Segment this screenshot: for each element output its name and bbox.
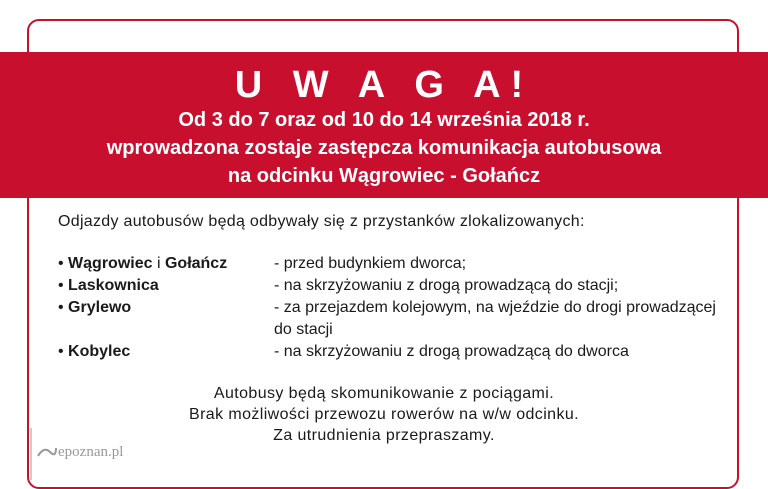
banner-title: U W A G A! <box>234 64 534 106</box>
banner-route: na odcinku Wągrowiec - Gołańcz <box>227 165 541 187</box>
stop-item <box>58 275 724 297</box>
footer-line-connections: Autobusy będą skomunikowanie z pociągami. <box>213 385 555 402</box>
stop-description: - przed budynkiem dworca; <box>274 255 467 272</box>
watermark-divider <box>30 428 32 480</box>
stop-name-a: Wągrowiec <box>68 255 153 272</box>
stop-list <box>58 253 724 363</box>
stop-name: • Wągrowiec i Gołańcz <box>58 255 228 272</box>
stop-name-b: Gołańcz <box>164 255 228 272</box>
stop-item <box>58 253 724 275</box>
footer-line-apology: Za utrudnienia przepraszamy. <box>273 427 495 444</box>
watermark-logo-icon <box>36 444 58 460</box>
stop-name: • Kobylec <box>58 343 131 360</box>
closing-notes <box>30 383 738 446</box>
stop-name-a: Grylewo <box>68 299 132 316</box>
stop-item <box>58 341 724 363</box>
alert-banner <box>0 52 768 198</box>
stop-joiner: i <box>152 255 165 272</box>
footer-line-bikes: Brak możliwości przewozu rowerów na w/w odcinku. <box>189 406 579 423</box>
stop-item <box>58 297 724 341</box>
stop-description: - za przejazdem kolejowym, na wjeździe do drogi prowadzącej do stacji <box>274 299 716 338</box>
stop-name: • Grylewo <box>58 299 132 316</box>
banner-announcement: wprowadzona zostaje zastępcza komunikacja autobusowa <box>106 137 662 159</box>
banner-dates: Od 3 do 7 oraz od 10 do 14 września 2018 r. <box>178 109 590 131</box>
stop-description: - na skrzyżowaniu z drogą prowadzącą do dworca <box>274 343 629 360</box>
watermark-text: epoznan.pl <box>58 443 124 460</box>
stop-name-a: Kobylec <box>68 343 131 360</box>
stop-description: - na skrzyżowaniu z drogą prowadzącą do stacji; <box>274 277 619 294</box>
intro-text: Odjazdy autobusów będą odbywały się z przystanków zlokalizowanych: <box>58 213 585 230</box>
stop-name: • Laskownica <box>58 277 159 294</box>
watermark <box>36 440 123 464</box>
stop-name-a: Laskownica <box>68 277 159 294</box>
